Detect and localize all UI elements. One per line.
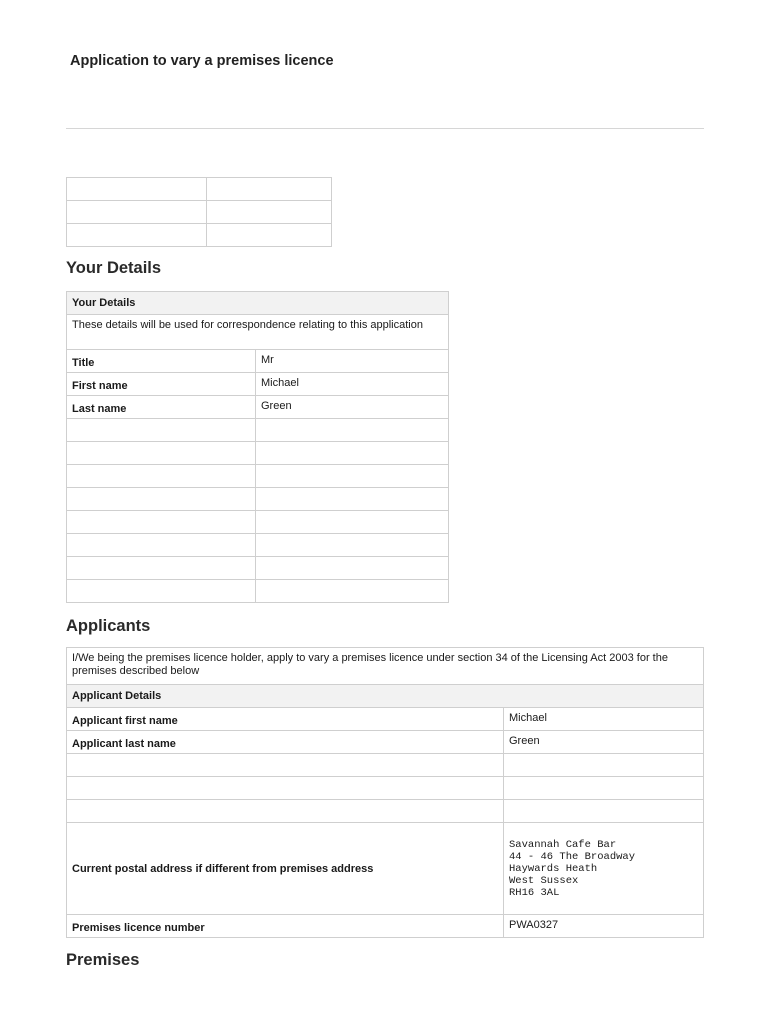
table-row	[67, 465, 449, 488]
title-divider	[66, 128, 704, 129]
table-row	[67, 823, 704, 915]
table-row	[67, 396, 449, 419]
table-row	[67, 534, 449, 557]
table-row	[67, 731, 704, 754]
table-row	[67, 915, 704, 938]
table-cell	[504, 754, 704, 777]
your-details-table	[66, 291, 449, 603]
table-cell	[207, 224, 332, 247]
table-cell	[504, 777, 704, 800]
table-cell	[67, 754, 504, 777]
address-line: RH16 3AL	[509, 887, 560, 899]
table-cell	[67, 178, 207, 201]
table-cell	[67, 201, 207, 224]
table-cell	[67, 224, 207, 247]
applicant-details-header: Applicant Details	[67, 685, 704, 708]
table-row	[67, 580, 449, 603]
table-row	[67, 178, 332, 201]
applicant-first-name-value: Michael	[504, 708, 704, 731]
address-line: West Sussex	[509, 875, 579, 887]
last-name-value: Green	[256, 396, 449, 419]
table-row	[67, 648, 704, 685]
address-line: 44 - 46 The Broadway	[509, 851, 636, 863]
table-row	[67, 442, 449, 465]
table-cell	[256, 534, 449, 557]
first-name-value: Michael	[256, 373, 449, 396]
table-row	[67, 224, 332, 247]
table-row	[67, 315, 449, 350]
your-details-table-header: Your Details	[67, 292, 449, 315]
table-cell	[256, 580, 449, 603]
first-name-label: First name	[67, 373, 256, 396]
table-cell	[67, 777, 504, 800]
table-row	[67, 201, 332, 224]
licence-number-value: PWA0327	[504, 915, 704, 938]
table-cell	[256, 465, 449, 488]
table-cell	[504, 800, 704, 823]
table-row	[67, 488, 449, 511]
table-cell	[256, 442, 449, 465]
correspondence-note: These details will be used for correspondence relating to this application	[67, 315, 449, 350]
title-label: Title	[67, 350, 256, 373]
table-row	[67, 754, 704, 777]
table-cell	[67, 419, 256, 442]
postal-address-label: Current postal address if different from premises address	[67, 823, 504, 915]
table-cell	[256, 419, 449, 442]
table-cell	[207, 178, 332, 201]
table-row	[67, 777, 704, 800]
applicant-last-name-label: Applicant last name	[67, 731, 504, 754]
table-cell	[207, 201, 332, 224]
licence-number-label: Premises licence number	[67, 915, 504, 938]
last-name-label: Last name	[67, 396, 256, 419]
reference-table	[66, 177, 332, 247]
address-line: Savannah Cafe Bar	[509, 839, 617, 851]
table-header-row	[67, 292, 449, 315]
page-title: Application to vary a premises licence	[70, 53, 334, 69]
table-row	[67, 800, 704, 823]
table-cell	[256, 488, 449, 511]
table-cell	[67, 511, 256, 534]
your-details-heading: Your Details	[66, 259, 162, 277]
premises-heading: Premises	[66, 951, 140, 969]
table-cell	[67, 534, 256, 557]
applicant-last-name-value: Green	[504, 731, 704, 754]
address-line: Haywards Heath	[509, 863, 598, 875]
table-row	[67, 557, 449, 580]
title-value: Mr	[256, 350, 449, 373]
table-cell	[67, 557, 256, 580]
postal-address-value	[504, 823, 704, 915]
applicant-first-name-label: Applicant first name	[67, 708, 504, 731]
table-row	[67, 419, 449, 442]
table-header-row	[67, 685, 704, 708]
table-row	[67, 373, 449, 396]
application-statement: I/We being the premises licence holder, apply to vary a premises licence under section 34 of the Licensing Act 2003 for the premises described below	[67, 648, 704, 685]
table-row	[67, 708, 704, 731]
applicants-heading: Applicants	[66, 617, 151, 635]
table-cell	[67, 488, 256, 511]
applicants-table	[66, 647, 704, 938]
table-cell	[67, 800, 504, 823]
table-cell	[67, 442, 256, 465]
table-cell	[67, 580, 256, 603]
table-row	[67, 350, 449, 373]
table-cell	[256, 511, 449, 534]
table-cell	[67, 465, 256, 488]
table-cell	[256, 557, 449, 580]
table-row	[67, 511, 449, 534]
